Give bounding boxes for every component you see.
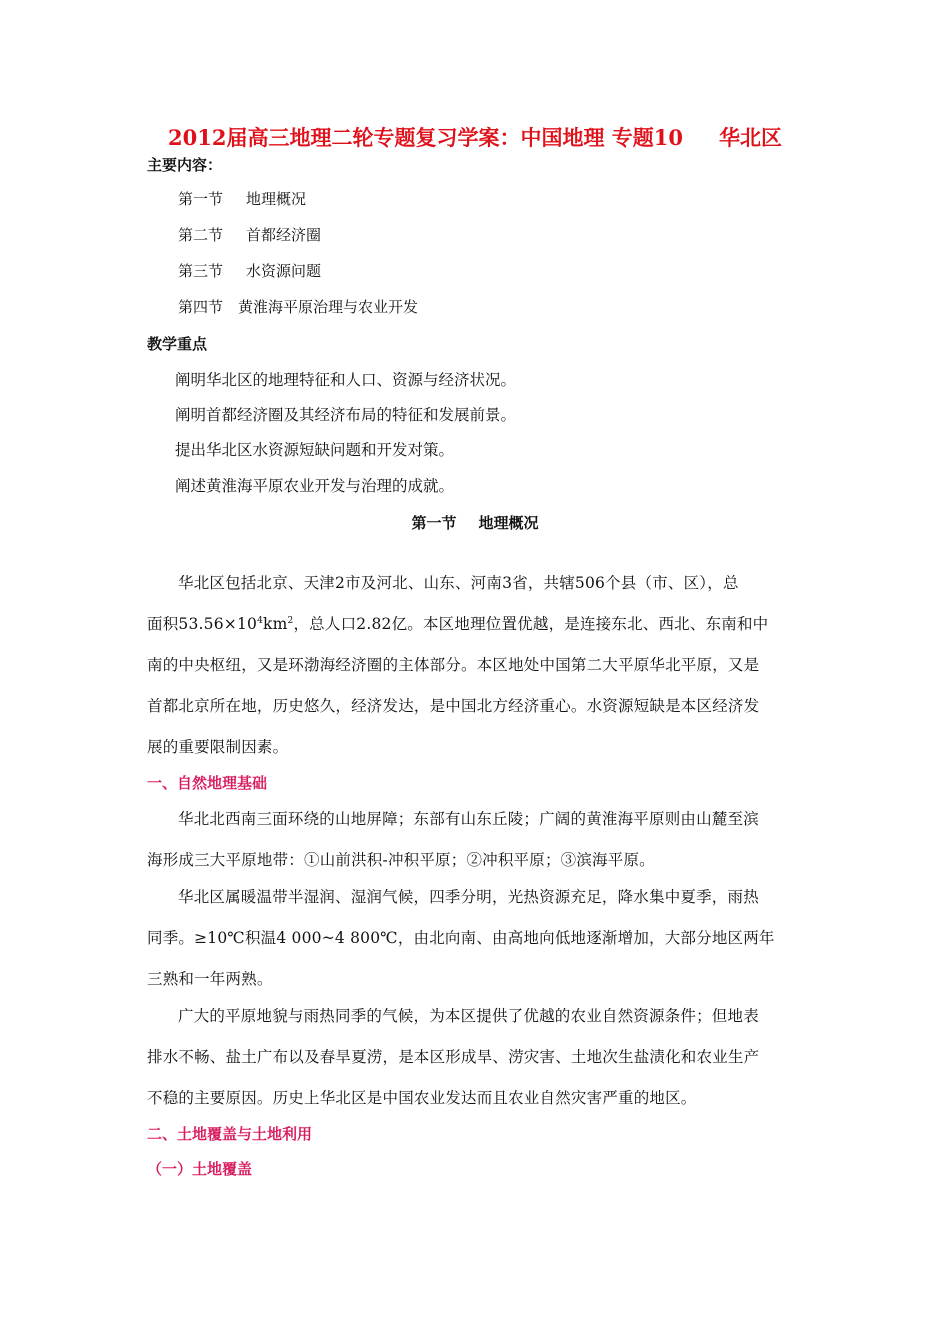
- paragraph-line: 同季。≥10℃积温4 000~4 800℃，由北向南、由高地向低地逐渐增加，大部分地区两年: [147, 929, 775, 947]
- section-heading: 第一节 地理概况: [411, 514, 539, 532]
- title-region: 华北区: [718, 125, 782, 150]
- key-point: 提出华北区水资源短缺问题和开发对策。: [175, 441, 455, 459]
- document-title: [0, 122, 950, 152]
- heading-land-use: 二、土地覆盖与土地利用: [147, 1125, 313, 1143]
- paragraph-line: 华北区属暖温带半湿润、湿润气候，四季分明，光热资源充足，降水集中夏季，雨热: [178, 888, 759, 906]
- toc-item: 第二节 首都经济圈: [178, 226, 322, 244]
- main-content-label: 主要内容：: [147, 156, 223, 174]
- paragraph-line: 华北区包括北京、天津2市及河北、山东、河南3省，共辖506个县（市、区），总: [178, 574, 739, 592]
- key-point: 阐明华北区的地理特征和人口、资源与经济状况。: [175, 371, 517, 389]
- key-point: 阐明首都经济圈及其经济布局的特征和发展前景。: [175, 406, 517, 424]
- paragraph-line: 海形成三大平原地带：①山前洪积-冲积平原；②冲积平原；③滨海平原。: [147, 851, 655, 869]
- title-main: 2012届高三地理二轮专题复习学案：中国地理 专题10: [168, 125, 683, 150]
- toc-item: 第一节 地理概况: [178, 190, 307, 208]
- paragraph-line: 排水不畅、盐土广布以及春旱夏涝，是本区形成旱、涝灾害、土地次生盐渍化和农业生产: [147, 1048, 760, 1066]
- paragraph-line: 广大的平原地貌与雨热同季的气候，为本区提供了优越的农业自然资源条件；但地表: [178, 1007, 759, 1025]
- paragraph-line: 南的中央枢纽，又是环渤海经济圈的主体部分。本区地处中国第二大平原华北平原，又是: [147, 656, 760, 674]
- heading-natural-geography: 一、自然地理基础: [147, 774, 268, 792]
- paragraph-line: 首都北京所在地，历史悠久，经济发达，是中国北方经济重心。水资源短缺是本区经济发: [147, 697, 760, 715]
- key-points-label: 教学重点: [147, 335, 208, 353]
- heading-land-cover: （一）土地覆盖: [147, 1160, 253, 1178]
- paragraph-line: 三熟和一年两熟。: [147, 970, 273, 988]
- toc-item: 第三节 水资源问题: [178, 262, 322, 280]
- paragraph-line: 不稳的主要原因。历史上华北区是中国农业发达而且农业自然灾害严重的地区。: [147, 1089, 697, 1107]
- paragraph-line: 华北北西南三面环绕的山地屏障；东部有山东丘陵；广阔的黄淮海平原则由山麓至滨: [178, 810, 759, 828]
- paragraph-line: 展的重要限制因素。: [147, 738, 289, 756]
- paragraph-line: 面积$53.56\times 10^4km^2$，总人口2.82亿。本区地理位置优越，是连接东北、西北、东南和中: [147, 615, 769, 633]
- key-point: 阐述黄淮海平原农业开发与治理的成就。: [175, 477, 455, 495]
- toc-item: 第四节 黄淮海平原治理与农业开发: [178, 298, 419, 316]
